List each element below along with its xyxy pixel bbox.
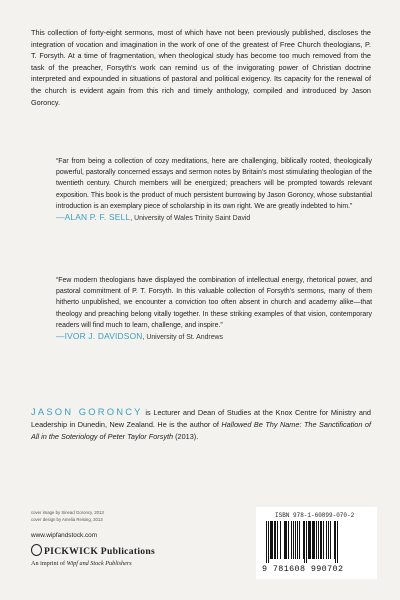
bio-book-title: Hallowed Be Thy Name: The Sanctification of All in the Soteriology of Peter Taylor Forsyth: [31, 419, 371, 441]
publisher-logo: [31, 545, 155, 557]
bio-text-before: is Lecturer and Dean of Studies at the Knox Centre for Ministry and Leadership in Dunedin, New Zealand. He is the author of: [31, 408, 371, 429]
endorser-institution: , University of Wales Trinity Saint David: [130, 215, 251, 223]
endorsement-2-text: “Few modern theologians have displayed the combination of intellectual energy, rhetorical power, and pastoral commitment of P. T. Forsyth. In this valuable collection of Forsyth’s sermons, many of them hitherto unpublished, we encounter a conviction too often absent in church and academy alike—that theology and preaching belong vitally together. In these striking examples of that vision, contemporary readers will find much to learn, challenge, and inspire.”: [56, 277, 372, 329]
imprint-name: Wipf and Stock Publishers: [66, 560, 132, 567]
publisher-website: www.wipfandstock.com: [31, 532, 98, 539]
endorsement-1-text: “Far from being a collection of cozy meditations, here are challenging, biblically rooted, theologically powerful, pastorally concerned essays and sermon notes by Britain’s most stimulating theologian of the twentieth century. Church members will be energized; preachers will be prompted towards relevant exposition. This book is the product of much persistent burrowing by Jason Goroncy, whose substantial introduction is an exemplary piece of scholarship in its own right. We are greatly indebted to him.”: [56, 158, 372, 210]
endorsement-1: [56, 156, 372, 224]
endorser-institution: , University of St. Andrews: [142, 334, 223, 342]
author-name: JASON GORONCY: [31, 406, 143, 417]
endorsement-1-attribution: [56, 212, 372, 224]
pickwick-logo-icon: [31, 544, 42, 556]
publisher-name: PICKWICK Publications: [44, 545, 156, 557]
barcode-icon: [262, 521, 370, 563]
barcode-number: 9 781608 990702: [262, 564, 344, 574]
publisher-imprint: [31, 560, 132, 567]
isbn-label: ISBN 978-1-60899-070-2: [275, 512, 355, 519]
intro-paragraph: This collection of forty-eight sermons, most of which have not been previously published, discloses the integration of vocation and imagination in the work of one of the greatest of Free Church theologians, P. T. Forsyth. At a time of fragmentation, when theological study has become too much removed from the task of the preacher, Forsyth's work can remind us of the invigorating power of Christian doctrine interpreted and expounded in situations of pastoral and political exigency. Its capacity for the renewal of the church is evident again from this rich and timely anthology, compiled and introduced by Jason Goroncy.: [31, 28, 371, 107]
imprint-prefix: An imprint of: [31, 560, 67, 567]
author-bio: [31, 406, 371, 442]
endorser-name: —IVOR J. DAVIDSON: [56, 331, 143, 342]
endorsement-2-attribution: [56, 331, 372, 343]
bio-text-after: (2013).: [173, 431, 199, 441]
endorsement-2: [56, 275, 372, 343]
cover-design-credit: cover design by Amelia Reising, 2013: [31, 516, 103, 522]
cover-image-credit: cover image by Sinead Goroncy, 2013: [31, 510, 104, 515]
cover-credits: [31, 510, 104, 523]
endorser-name: —ALAN P. F. SELL: [56, 212, 131, 223]
